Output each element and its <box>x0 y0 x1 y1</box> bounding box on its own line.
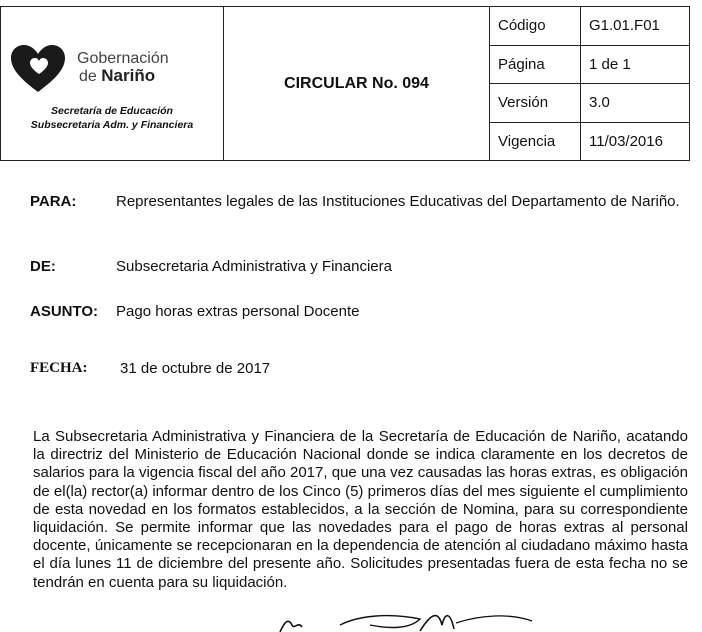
dept-line2: Subsecretaria Adm. y Financiera <box>30 118 194 131</box>
heart-logo-icon <box>9 44 67 94</box>
meta-value-vigencia: 11/03/2016 <box>581 122 690 161</box>
signature-mark <box>270 605 540 632</box>
meta-label-version: Versión <box>490 84 581 123</box>
dept-line1: Secretaría de Educación <box>51 104 173 117</box>
meta-value-version: 3.0 <box>581 84 690 123</box>
document-header <box>0 6 690 161</box>
department-name <box>1 104 223 132</box>
body-paragraph: La Subsecretaria Administrativa y Financiera de la Secretaría de Educación de Nariño, acatando la directriz del Ministerio de Educación Nacional donde se indica claramente en los decretos de salarios para la vigencia fiscal del año 2017, que una vez causadas las horas extras, es obligación de el(la) rector(a) informar dentro de los Cinco (5) primeros días del mes siguiente el cumplimiento de esta novedad en los formatos establecidos, a la sección de Nomina, para su correspondiente liquidación. Se permite informar que las novedades para el pago de horas extras al personal docente, únicamente se recepcionaran en la dependencia de atención al ciudadano máximo hasta el día lunes 11 de diciembre del presente año. Solicitudes presentadas fuera de esta fecha no se tendrán en cuenta para su liquidación. <box>33 428 688 591</box>
para-label: PARA: <box>30 193 77 210</box>
para-value: Representantes legales de las Instituciones Educativas del Departamento de Nariño. <box>116 193 680 210</box>
fecha-label: FECHA: <box>30 360 88 376</box>
meta-label-codigo: Código <box>490 7 581 46</box>
meta-value-pagina: 1 de 1 <box>581 45 690 84</box>
org-name: Nariño <box>101 65 156 85</box>
meta-label-pagina: Página <box>490 45 581 84</box>
de-value: Subsecretaria Administrativa y Financiera <box>116 258 392 275</box>
asunto-label: ASUNTO: <box>30 303 99 320</box>
organization-name <box>77 50 169 86</box>
de-label: DE: <box>30 258 56 275</box>
meta-label-vigencia: Vigencia <box>490 122 581 161</box>
logo-cell <box>1 7 224 161</box>
circular-title: CIRCULAR No. 094 <box>224 7 490 161</box>
meta-value-codigo: G1.01.F01 <box>581 7 690 46</box>
fecha-value: 31 de octubre de 2017 <box>120 360 271 377</box>
asunto-value: Pago horas extras personal Docente <box>116 303 360 320</box>
org-line1: Gobernación <box>77 49 169 67</box>
org-prefix: de <box>79 67 97 85</box>
